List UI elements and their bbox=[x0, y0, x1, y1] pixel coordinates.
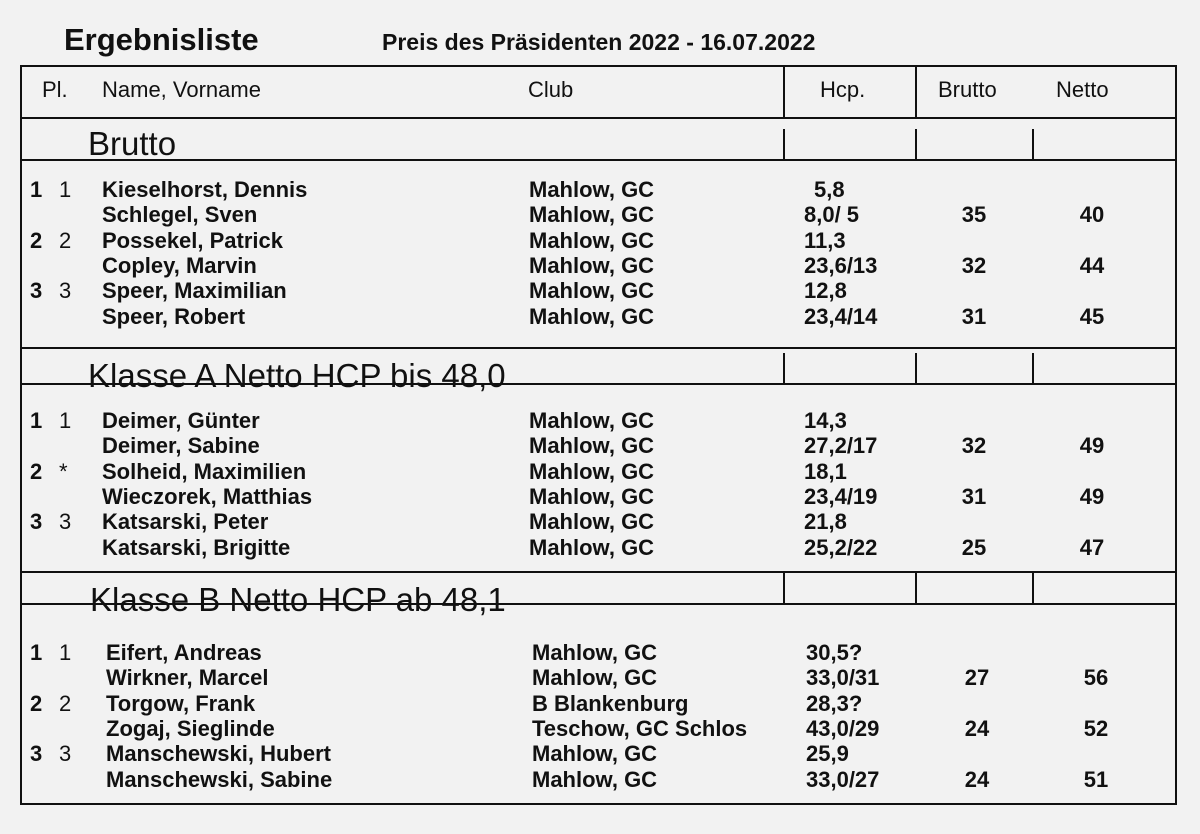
name-cell: Speer, Robert bbox=[102, 303, 246, 329]
table-row bbox=[22, 767, 1175, 792]
netto-cell: 44 bbox=[1079, 252, 1105, 278]
netto-cell: 56 bbox=[1083, 665, 1109, 691]
table-row bbox=[22, 253, 1175, 278]
name-cell: Deimer, Sabine bbox=[102, 433, 260, 459]
brutto-cell: 24 bbox=[964, 715, 990, 741]
club-cell: Mahlow, GC bbox=[532, 640, 658, 665]
rank-cell: 2 bbox=[30, 690, 43, 716]
section-title: Klasse B Netto HCP ab 48,1 bbox=[90, 581, 506, 618]
header-divider bbox=[783, 67, 785, 117]
table-row bbox=[22, 177, 1175, 202]
hcp-cell: 33,0/27 bbox=[806, 766, 880, 792]
section-header-separator bbox=[22, 383, 1175, 385]
table-row bbox=[22, 459, 1175, 484]
column-divider bbox=[915, 573, 917, 603]
netto-cell: 45 bbox=[1079, 303, 1105, 329]
club-cell: Mahlow, GC bbox=[529, 227, 655, 253]
section-header-separator bbox=[22, 603, 1175, 605]
rank-cell: 1 bbox=[30, 408, 43, 433]
club-cell: Mahlow, GC bbox=[532, 741, 658, 767]
name-cell: Eifert, Andreas bbox=[106, 640, 262, 665]
netto-cell: 49 bbox=[1079, 433, 1105, 459]
section-title: Brutto bbox=[88, 125, 177, 162]
club-cell: Mahlow, GC bbox=[529, 458, 655, 484]
hcp-cell: 25,2/22 bbox=[804, 534, 878, 560]
sub-rank-cell: 1 bbox=[59, 408, 72, 433]
hcp-cell: 33,0/31 bbox=[806, 665, 880, 691]
column-divider bbox=[1032, 353, 1034, 383]
table-row bbox=[22, 691, 1175, 716]
column-divider bbox=[783, 353, 785, 383]
sub-rank-cell: 1 bbox=[59, 640, 72, 665]
table-row bbox=[22, 278, 1175, 303]
column-divider bbox=[915, 129, 917, 159]
club-cell: Mahlow, GC bbox=[532, 665, 658, 691]
hcp-cell: 12,8 bbox=[804, 278, 847, 304]
hcp-cell: 5,8 bbox=[814, 177, 845, 202]
name-cell: Possekel, Patrick bbox=[102, 227, 284, 253]
netto-cell: 49 bbox=[1079, 483, 1105, 509]
column-header-name: Name, Vorname bbox=[102, 77, 261, 102]
name-cell: Speer, Maximilian bbox=[102, 278, 287, 304]
rank-cell: 1 bbox=[30, 640, 43, 665]
hcp-cell: 43,0/29 bbox=[806, 715, 880, 741]
hcp-cell: 11,3 bbox=[804, 227, 846, 253]
rank-cell: 3 bbox=[30, 509, 43, 535]
column-divider bbox=[783, 573, 785, 603]
table-row bbox=[22, 304, 1175, 329]
section-separator bbox=[22, 571, 1175, 573]
column-divider bbox=[783, 129, 785, 159]
name-cell: Wieczorek, Matthias bbox=[102, 483, 313, 509]
column-header-hcp: Hcp. bbox=[820, 77, 866, 102]
sub-rank-cell: 3 bbox=[59, 741, 72, 767]
brutto-cell: 35 bbox=[961, 202, 987, 228]
club-cell: Teschow, GC Schlos bbox=[532, 715, 748, 741]
section-title: Klasse A Netto HCP bis 48,0 bbox=[88, 357, 506, 394]
brutto-cell: 27 bbox=[964, 665, 990, 691]
page-title: Ergebnisliste bbox=[64, 22, 259, 57]
brutto-cell: 31 bbox=[961, 303, 987, 329]
name-cell: Manschewski, Hubert bbox=[106, 741, 331, 767]
club-cell: Mahlow, GC bbox=[532, 766, 658, 792]
column-divider bbox=[915, 353, 917, 383]
section-header-separator bbox=[22, 159, 1175, 161]
club-cell: B Blankenburg bbox=[532, 690, 689, 716]
netto-cell: 40 bbox=[1079, 202, 1105, 228]
club-cell: Mahlow, GC bbox=[529, 534, 655, 560]
sub-rank-cell: 2 bbox=[59, 227, 72, 253]
sub-rank-cell: 2 bbox=[59, 690, 72, 716]
name-cell: Deimer, Günter bbox=[102, 408, 260, 433]
header-separator bbox=[22, 117, 1175, 119]
header-divider bbox=[915, 67, 917, 117]
name-cell: Zogaj, Sieglinde bbox=[106, 715, 275, 741]
sub-rank-cell: 3 bbox=[59, 278, 72, 304]
name-cell: Solheid, Maximilien bbox=[102, 458, 307, 484]
name-cell: Wirkner, Marcel bbox=[106, 665, 269, 691]
table-row bbox=[22, 433, 1175, 458]
hcp-cell: 30,5? bbox=[806, 640, 863, 665]
table-row bbox=[22, 716, 1175, 741]
sub-rank-cell: * bbox=[59, 458, 68, 484]
hcp-cell: 23,6/13 bbox=[804, 252, 878, 278]
table-row bbox=[22, 484, 1175, 509]
club-cell: Mahlow, GC bbox=[529, 177, 655, 202]
club-cell: Mahlow, GC bbox=[529, 509, 655, 535]
netto-cell: 47 bbox=[1079, 534, 1105, 560]
netto-cell: 51 bbox=[1083, 766, 1109, 792]
page-subtitle: Preis des Präsidenten 2022 - 16.07.2022 bbox=[382, 29, 816, 55]
club-cell: Mahlow, GC bbox=[529, 252, 655, 278]
hcp-cell: 8,0/ 5 bbox=[804, 202, 860, 228]
brutto-cell: 32 bbox=[961, 433, 987, 459]
netto-cell: 52 bbox=[1083, 715, 1109, 741]
club-cell: Mahlow, GC bbox=[529, 408, 655, 433]
rank-cell: 2 bbox=[30, 458, 43, 484]
table-row bbox=[22, 408, 1175, 433]
table-row bbox=[22, 665, 1175, 690]
club-cell: Mahlow, GC bbox=[529, 278, 655, 304]
section-separator bbox=[22, 347, 1175, 349]
brutto-cell: 31 bbox=[961, 483, 987, 509]
name-cell: Copley, Marvin bbox=[102, 252, 257, 278]
name-cell: Kieselhorst, Dennis bbox=[102, 177, 308, 202]
brutto-cell: 32 bbox=[961, 252, 987, 278]
name-cell: Schlegel, Sven bbox=[102, 202, 258, 228]
name-cell: Manschewski, Sabine bbox=[106, 766, 333, 792]
table-row bbox=[22, 228, 1175, 253]
column-header-place: Pl. bbox=[42, 77, 68, 102]
hcp-cell: 27,2/17 bbox=[804, 433, 878, 459]
rank-cell: 3 bbox=[30, 741, 43, 767]
hcp-cell: 21,8 bbox=[804, 509, 847, 535]
hcp-cell: 23,4/19 bbox=[804, 483, 878, 509]
column-divider bbox=[1032, 129, 1034, 159]
column-divider bbox=[1032, 573, 1034, 603]
hcp-cell: 18,1 bbox=[804, 458, 847, 484]
table-row bbox=[22, 509, 1175, 534]
hcp-cell: 28,3? bbox=[806, 690, 863, 716]
sub-rank-cell: 1 bbox=[59, 177, 72, 202]
column-header-brutto: Brutto bbox=[938, 77, 997, 102]
column-header-netto: Netto bbox=[1056, 77, 1109, 102]
rank-cell: 3 bbox=[30, 278, 43, 304]
brutto-cell: 24 bbox=[964, 766, 990, 792]
brutto-cell: 25 bbox=[961, 534, 987, 560]
sub-rank-cell: 3 bbox=[59, 509, 72, 535]
results-table bbox=[20, 65, 1177, 805]
club-cell: Mahlow, GC bbox=[529, 303, 655, 329]
club-cell: Mahlow, GC bbox=[529, 202, 655, 228]
hcp-cell: 23,4/14 bbox=[804, 303, 878, 329]
table-row bbox=[22, 535, 1175, 560]
name-cell: Katsarski, Brigitte bbox=[102, 534, 291, 560]
club-cell: Mahlow, GC bbox=[529, 433, 655, 459]
hcp-cell: 25,9 bbox=[806, 741, 849, 767]
table-row bbox=[22, 640, 1175, 665]
table-row bbox=[22, 202, 1175, 227]
column-header-club: Club bbox=[528, 77, 574, 102]
rank-cell: 2 bbox=[30, 227, 43, 253]
rank-cell: 1 bbox=[30, 177, 43, 202]
table-row bbox=[22, 741, 1175, 766]
name-cell: Katsarski, Peter bbox=[102, 509, 269, 535]
club-cell: Mahlow, GC bbox=[529, 483, 655, 509]
name-cell: Torgow, Frank bbox=[106, 690, 256, 716]
hcp-cell: 14,3 bbox=[804, 408, 847, 433]
